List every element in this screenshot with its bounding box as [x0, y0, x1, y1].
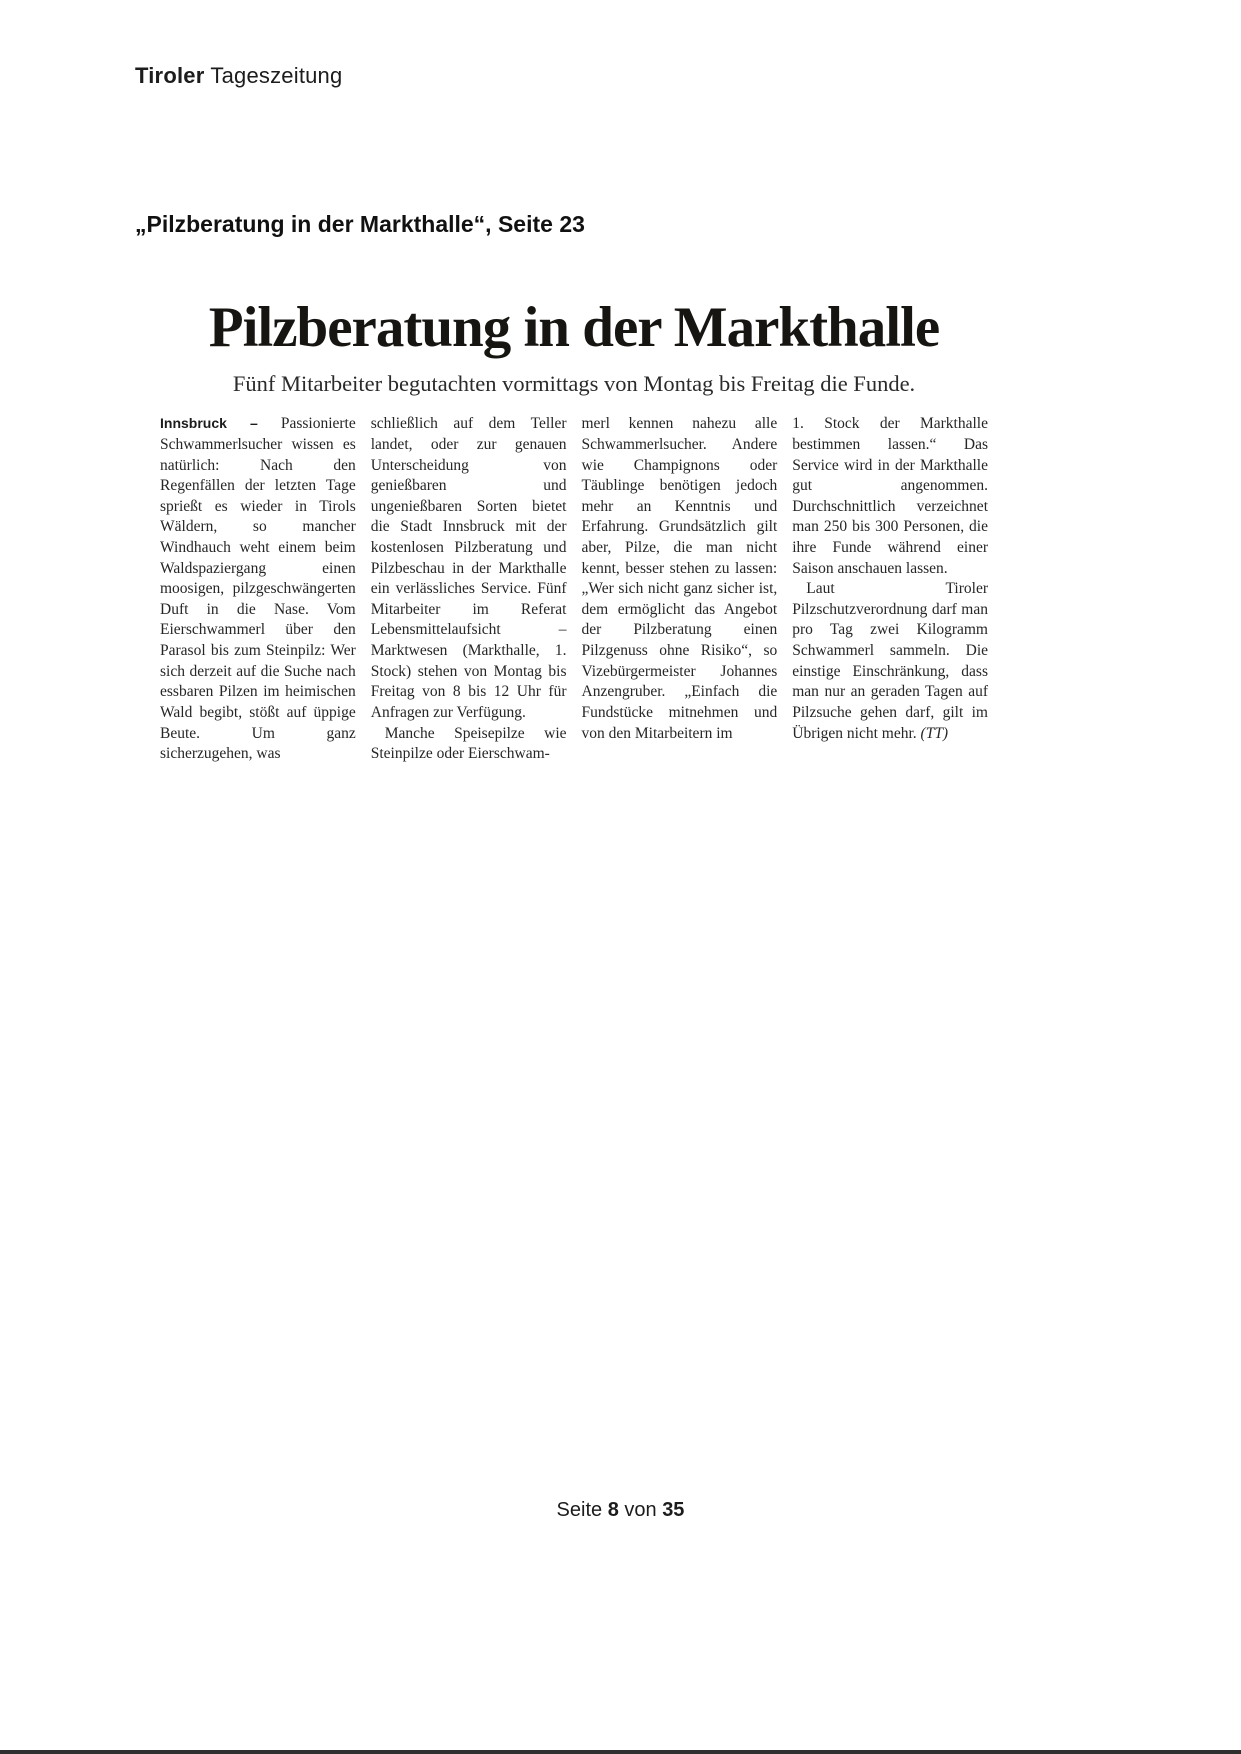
dateline [160, 415, 281, 431]
column-2-paragraph-2: Manche Speisepilze wie Steinpilze oder Eierschwam- [370, 724, 567, 763]
article-column-4 [792, 414, 988, 764]
article-headline: Pilzberatung in der Markthalle [208, 296, 940, 359]
newspaper-clipping [160, 294, 988, 765]
article-column-1 [160, 414, 356, 764]
masthead-brand-bold: Tiroler [135, 63, 205, 88]
column-1-paragraph [160, 414, 356, 764]
article-column-3 [582, 414, 778, 764]
reference-line: „Pilzberatung in der Markthalle“, Seite 23 [135, 211, 585, 237]
column-3-paragraph: merl kennen nahezu alle Schwammerlsucher. Andere wie Champignons oder Täublinge benötigen jedoch mehr an Kenntnis und Erfahrung. Grundsätzlich gilt aber, Pilze, die man nicht kennt, besser stehen zu lassen: „Wer sich nicht ganz sicher ist, dem ermöglicht das Angebot der Pilzberatung einen Pilzgenuss ohne Risiko“, so Vizebürgermeister Johannes Anzengruber. „Einfach die Fundstücke mitnehmen und von den Mitarbeitern im [581, 415, 778, 742]
article-subheadline: Fünf Mitarbeiter begutachten vormittags von Montag bis Freitag die Funde. [232, 371, 916, 397]
article-credit: (TT) [920, 724, 949, 742]
dateline-dash: – [226, 415, 281, 432]
article-columns [160, 414, 988, 764]
page-footer [0, 1499, 1241, 1522]
article-column-2 [371, 414, 567, 764]
masthead [135, 63, 342, 89]
column-2-paragraph-1: schließlich auf dem Teller landet, oder zur genauen Unterscheidung von genießbaren und ungenießbaren Sorten bietet die Stadt Innsbruck mit der kostenlosen Pilzberatung und Pilzbeschau in der Markthalle ein verlässliches Service. Fünf Mitarbeiter im Referat Lebensmittelaufsicht – Marktwesen (Markthalle, 1. Stock) stehen von Montag bis Freitag von 8 bis 12 Uhr für Anfragen zur Verfügung. [370, 415, 567, 721]
bottom-edge-bar [0, 1750, 1241, 1754]
column-4-paragraph-2 [792, 579, 988, 744]
footer-page-number: 8 [607, 1499, 619, 1521]
footer-label-seite: Seite [556, 1499, 608, 1521]
masthead-brand-rest: Tageszeitung [204, 63, 343, 88]
dateline-city: Innsbruck [160, 415, 227, 432]
column-1-text: Passionierte Schwammerlsucher wissen es natürlich: Nach den Regenfällen der letzten Tage sprießt es wieder in Tirols Wäldern, so mancher Windhauch weht einem beim Waldspaziergang einen moosigen, pilzgeschwängerten Duft in die Nase. Vom Eierschwammerl über den Parasol bis zum Steinpilz: Wer sich derzeit auf die Suche nach essbaren Pilzen im heimischen Wald begibt, stößt auf üppige Beute. Um ganz sicherzugehen, was [160, 415, 356, 763]
footer-label-von: von [618, 1499, 663, 1521]
column-4-paragraph-1: 1. Stock der Markthalle bestimmen lassen.“ Das Service wird in der Markthalle gut angenommen. Durchschnittlich verzeichnet man 250 bis 300 Personen, die ihre Funde während einer Saison anschauen lassen. [792, 415, 988, 577]
footer-total-pages: 35 [662, 1499, 685, 1521]
column-4-text: Laut Tiroler Pilzschutzverordnung darf man pro Tag zwei Kilogramm Schwammerl sammeln. Die einstige Einschränkung, dass man nur an geraden Tagen auf Pilzsuche gehen darf, gilt im Übrigen nicht mehr. [792, 580, 988, 742]
